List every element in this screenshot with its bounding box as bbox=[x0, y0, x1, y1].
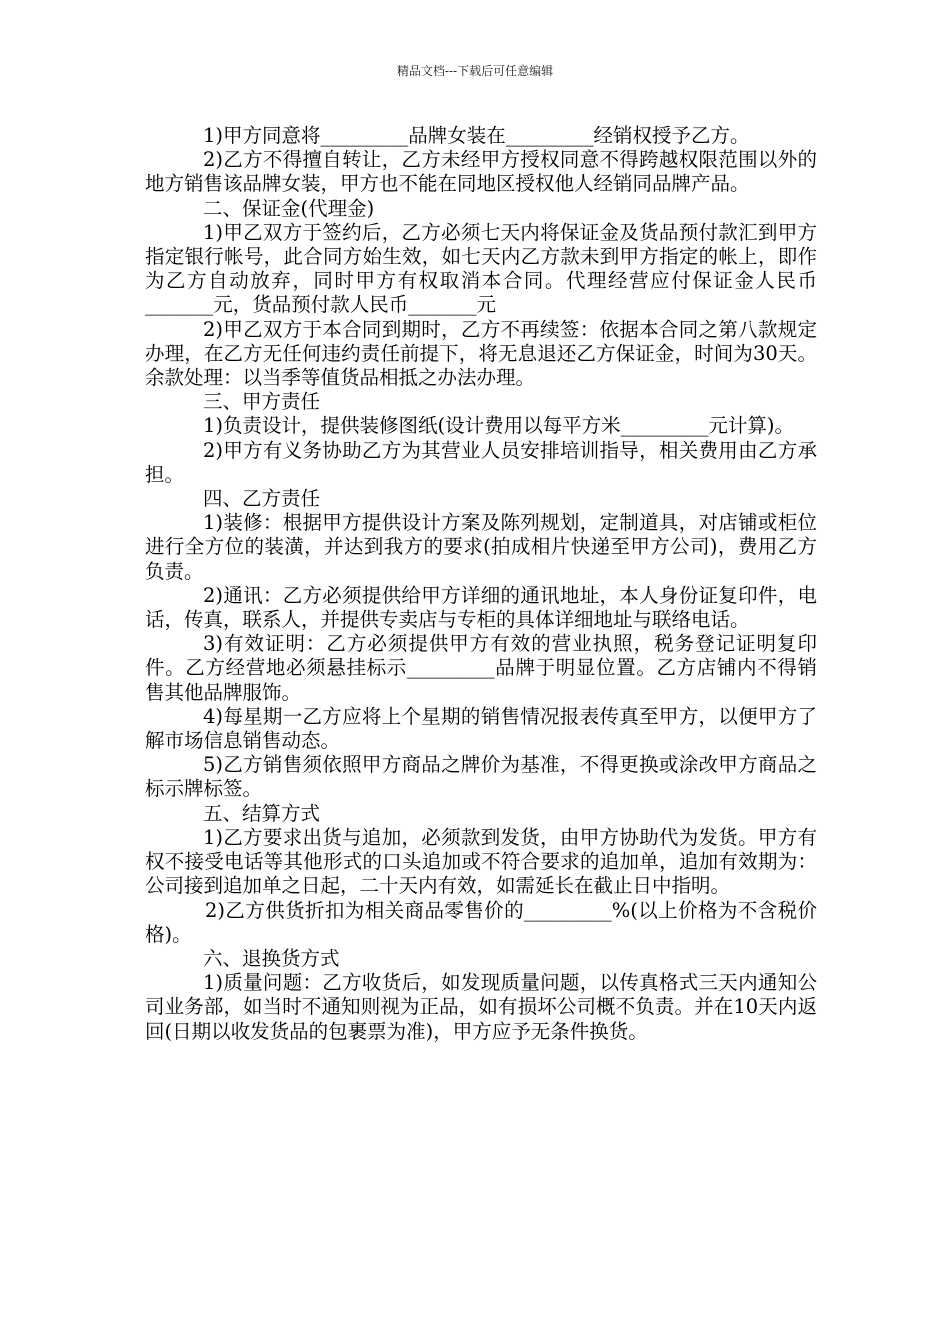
paragraph: 2)乙方供货折扣为相关商品零售价的_________%(以上价格为不含税价格)。 bbox=[145, 898, 817, 946]
paragraph: 1)装修：根据甲方提供设计方案及陈列规划，定制道具，对店铺或柜位进行全方位的装潢，并达到我方的要求(拍成相片快递至甲方公司)，费用乙方负责。 bbox=[145, 511, 817, 583]
paragraph: 1)甲方同意将_________品牌女装在_________经销权授予乙方。 bbox=[203, 124, 750, 147]
section-heading: 三、甲方责任 bbox=[203, 390, 321, 414]
section-heading: 四、乙方责任 bbox=[203, 487, 321, 511]
paragraph: 1)甲乙双方于签约后，乙方必须七天内将保证金及货品预付款汇到甲方指定银行帐号，此合同方始生效，如七天内乙方款未到甲方指定的帐上，即作为乙方自动放弃，同时甲方有权取消本合同。代理经营应付保证金人民币_______元，货品预付款人民币_______元 bbox=[145, 220, 817, 317]
paragraph: 1)质量问题：乙方收货后，如发现质量问题，以传真格式三天内通知公司业务部，如当时不通知则视为正品，如有损坏公司概不负责。并在10天内返回(日期以收发货品的包裹票为准)，甲方应予无条件换货。 bbox=[145, 971, 817, 1043]
paragraph: 4)每星期一乙方应将上个星期的销售情况报表传真至甲方，以便甲方了解市场信息销售动态。 bbox=[145, 704, 817, 753]
paragraph: 2)甲方有义务协助乙方为其营业人员安排培训指导，相关费用由乙方承担。 bbox=[145, 438, 817, 486]
paragraph: 5)乙方销售须依照甲方商品之牌价为基准，不得更换或涂改甲方商品之标示牌标签。 bbox=[145, 753, 817, 801]
section-heading: 二、保证金(代理金) bbox=[203, 196, 375, 220]
section-heading: 五、结算方式 bbox=[203, 801, 321, 825]
page-header: 精品文档---下载后可任意编辑 bbox=[396, 64, 554, 78]
paragraph: 2)甲乙双方于本合同到期时，乙方不再续签：依据本合同之第八款规定办理，在乙方无任何违约责任前提下，将无息退还乙方保证金，时间为30天。余款处理：以当季等值货品相抵之办法办理。 bbox=[145, 317, 817, 390]
paragraph: 1)负责设计，提供装修图纸(设计费用以每平方米_________元计算)。 bbox=[203, 414, 794, 438]
section-heading: 六、退换货方式 bbox=[203, 946, 340, 970]
paragraph: 2)通讯：乙方必须提供给甲方详细的通讯地址，本人身份证复印件，电话，传真，联系人，并提供专卖店与专柜的具体详细地址与联络电话。 bbox=[145, 583, 817, 632]
paragraph: 2)乙方不得擅自转让，乙方未经甲方授权同意不得跨越权限范围以外的地方销售该品牌女装，甲方也不能在同地区授权他人经销同品牌产品。 bbox=[145, 148, 817, 196]
paragraph: 3)有效证明：乙方必须提供甲方有效的营业执照，税务登记证明复印件。乙方经营地必须悬挂标示_________品牌于明显位置。乙方店铺内不得销售其他品牌服饰。 bbox=[145, 632, 817, 704]
paragraph: 1)乙方要求出货与追加，必须款到发货，由甲方协助代为发货。甲方有权不接受电话等其他形式的口头追加或不符合要求的追加单，追加有效期为：公司接到追加单之日起，二十天内有效，如需延长在截止日中指明。 bbox=[145, 825, 817, 898]
document-body bbox=[145, 124, 817, 1044]
